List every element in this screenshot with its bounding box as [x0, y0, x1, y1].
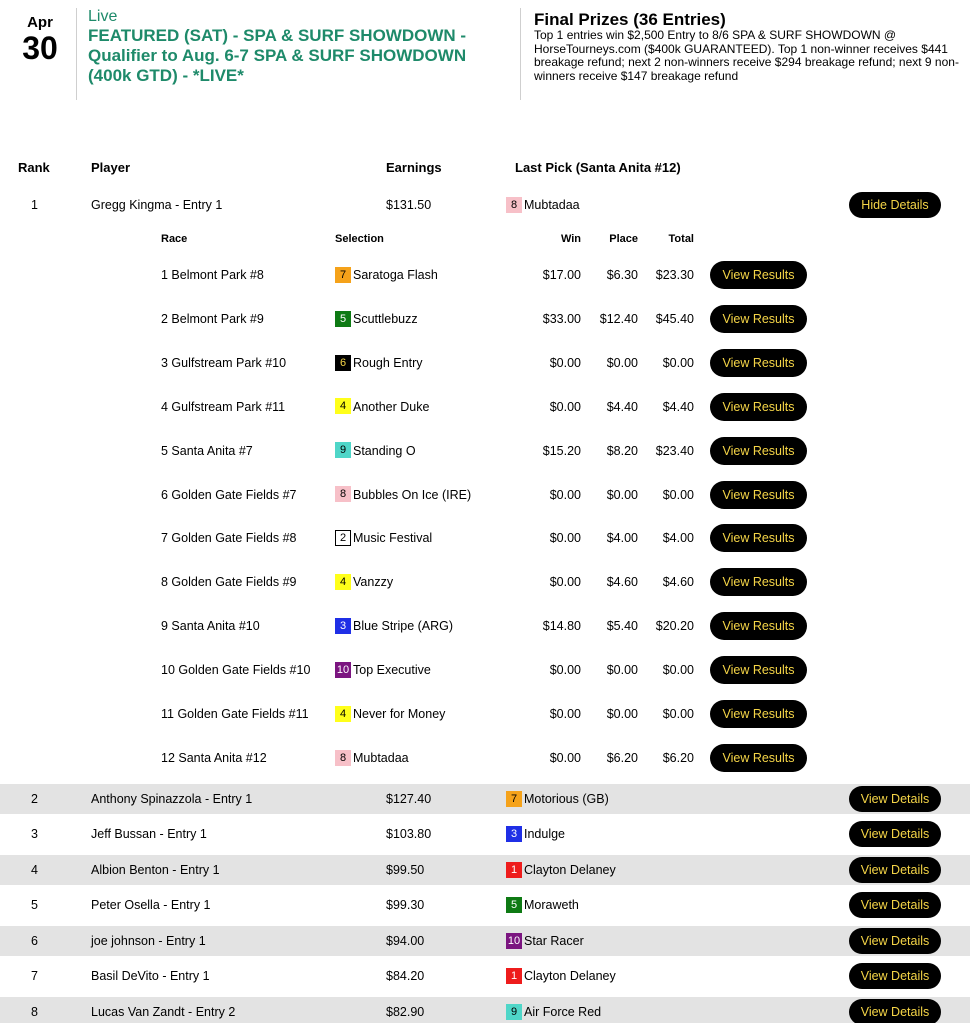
detail-row: [0, 692, 970, 736]
view-results-button[interactable]: View Results: [710, 744, 807, 772]
post-position-badge: 8: [335, 486, 351, 502]
last-pick: [506, 190, 580, 220]
rank: 2: [31, 792, 38, 806]
player-name: joe johnson - Entry 1: [91, 934, 206, 948]
rank: 4: [31, 863, 38, 877]
player-name: Peter Osella - Entry 1: [91, 898, 211, 912]
post-position-badge: 9: [335, 442, 351, 458]
player-name: Gregg Kingma - Entry 1: [91, 198, 223, 212]
total-payout: $0.00: [662, 487, 694, 502]
sub-header-place: Place: [609, 233, 638, 245]
win-payout: $0.00: [549, 355, 581, 370]
detail-row: [0, 385, 970, 429]
post-position-badge: 6: [335, 355, 351, 371]
column-header-player: Player: [91, 160, 131, 175]
horse-name: Scuttlebuzz: [353, 311, 418, 326]
view-details-button[interactable]: View Details: [849, 963, 941, 989]
view-details-button[interactable]: View Details: [849, 892, 941, 918]
sub-header-race: Race: [161, 233, 188, 245]
table-row: [0, 819, 970, 849]
earnings: $131.50: [386, 198, 432, 212]
total-payout: $45.40: [655, 311, 694, 326]
sub-header-selection: Selection: [335, 233, 384, 245]
last-pick: [506, 997, 601, 1023]
player-name: Albion Benton - Entry 1: [91, 863, 220, 877]
table-row: [0, 961, 970, 991]
column-header-rank: Rank: [18, 160, 50, 175]
horse-name: Music Festival: [353, 531, 433, 546]
detail-row: [0, 429, 970, 473]
race-name: 10 Golden Gate Fields #10: [161, 663, 311, 678]
selection: [335, 297, 418, 341]
selection: [335, 560, 393, 604]
selection: [335, 429, 416, 473]
last-pick: [506, 784, 609, 814]
total-payout: $23.30: [655, 268, 694, 282]
sub-header-total: Total: [668, 233, 694, 245]
race-name: 4 Gulfstream Park #11: [161, 399, 286, 414]
date-month: Apr: [27, 14, 53, 31]
rank: 6: [31, 934, 38, 948]
prizes-description: Top 1 entries win $2,500 Entry to 8/6 SPA & SURF SHOWDOWN @ HorseTourneys.com ($400k GUARANTEED). Top 1 non-winner receives $441 breakage refund; next 2 non-winners receive $294 breakage refund; next 9 non-winners receive $147 breakage refund: [534, 28, 959, 83]
view-results-button[interactable]: View Results: [710, 305, 807, 333]
total-payout: $23.40: [655, 443, 694, 458]
horse-name: Top Executive: [353, 663, 431, 678]
selection: [335, 648, 431, 692]
post-position-badge: 1: [506, 862, 522, 878]
selection: [335, 473, 471, 517]
tournament-title: FEATURED (SAT) - SPA & SURF SHOWDOWN - Qualifier to Aug. 6-7 SPA & SURF SHOWDOWN (400k GTD) - *LIVE*: [88, 26, 467, 85]
race-name: 8 Golden Gate Fields #9: [161, 575, 297, 590]
horse-name: Never for Money: [353, 707, 446, 721]
post-position-badge: 10: [507, 934, 521, 947]
place-payout: $0.00: [606, 487, 638, 502]
selection: [335, 253, 438, 297]
divider: [520, 8, 521, 100]
race-name: 11 Golden Gate Fields #11: [161, 707, 309, 721]
table-row: [0, 890, 970, 920]
win-payout: $14.80: [542, 619, 581, 634]
place-payout: $0.00: [606, 663, 638, 678]
post-position-badge: 4: [335, 706, 351, 722]
post-position-badge: 4: [335, 398, 351, 414]
view-results-button[interactable]: View Results: [710, 568, 807, 596]
horse-name: Clayton Delaney: [524, 969, 616, 983]
view-results-button[interactable]: View Results: [710, 437, 807, 465]
place-payout: $4.60: [606, 575, 638, 590]
win-payout: $33.00: [542, 311, 581, 326]
table-row: [0, 997, 970, 1023]
race-name: 3 Gulfstream Park #10: [161, 355, 287, 370]
place-payout: $12.40: [599, 311, 638, 326]
player-name: Basil DeVito - Entry 1: [91, 969, 210, 983]
earnings: $94.00: [386, 934, 425, 948]
place-payout: $4.00: [606, 531, 638, 546]
post-position-badge: 8: [506, 197, 522, 213]
earnings: $99.30: [386, 898, 425, 912]
rank: 1: [31, 198, 38, 212]
last-pick: [506, 890, 579, 920]
race-name: 2 Belmont Park #9: [161, 311, 264, 326]
column-header-last-pick: Last Pick (Santa Anita #12): [515, 160, 681, 175]
post-position-badge: 1: [506, 968, 522, 984]
horse-name: Mubtadaa: [524, 198, 580, 212]
detail-row: [0, 516, 970, 560]
view-results-button[interactable]: View Results: [710, 349, 807, 377]
total-payout: $20.20: [655, 619, 694, 634]
selection: [335, 692, 445, 736]
view-results-button[interactable]: View Results: [710, 524, 807, 552]
post-position-badge: 3: [335, 618, 351, 634]
horse-name: Saratoga Flash: [353, 268, 438, 282]
table-row: [0, 784, 970, 814]
total-payout: $4.00: [662, 531, 694, 546]
detail-row: [0, 560, 970, 604]
total-payout: $0.00: [662, 355, 694, 370]
view-details-button[interactable]: View Details: [849, 857, 941, 883]
prizes-title: Final Prizes (36 Entries): [534, 10, 726, 29]
race-name: 5 Santa Anita #7: [161, 443, 253, 458]
post-position-badge: 4: [335, 574, 351, 590]
place-payout: $0.00: [606, 355, 638, 370]
detail-row: [0, 473, 970, 517]
horse-name: Clayton Delaney: [524, 863, 616, 877]
horse-name: Star Racer: [524, 934, 584, 948]
rank: 3: [31, 827, 38, 841]
selection: [335, 736, 409, 780]
selection: [335, 604, 453, 648]
column-header-earnings: Earnings: [386, 160, 442, 175]
detail-row: [0, 297, 970, 341]
win-payout: $15.20: [542, 443, 581, 458]
view-results-button[interactable]: View Results: [710, 612, 807, 640]
earnings: $103.80: [386, 827, 432, 841]
place-payout: $8.20: [606, 443, 638, 458]
place-payout: $6.20: [606, 750, 638, 765]
selection: [335, 385, 429, 429]
place-payout: $0.00: [606, 707, 638, 721]
post-position-badge: 10: [336, 663, 350, 676]
player-name: Lucas Van Zandt - Entry 2: [91, 1005, 236, 1019]
place-payout: $6.30: [606, 268, 638, 282]
horse-name: Bubbles On Ice (IRE): [353, 487, 472, 502]
last-pick: [506, 855, 616, 885]
win-payout: $0.00: [549, 399, 581, 414]
earnings: $127.40: [386, 792, 432, 806]
player-name: Anthony Spinazzola - Entry 1: [91, 792, 253, 806]
post-position-badge: 7: [506, 791, 522, 807]
divider: [76, 8, 77, 100]
earnings: $99.50: [386, 863, 425, 877]
win-payout: $0.00: [549, 575, 581, 590]
win-payout: $0.00: [549, 707, 581, 721]
date-day: 30: [22, 30, 58, 66]
live-status: Live: [88, 8, 118, 25]
detail-row: [0, 604, 970, 648]
horse-name: Moraweth: [524, 898, 579, 912]
horse-name: Another Duke: [353, 399, 430, 414]
post-position-badge: 5: [506, 897, 522, 913]
horse-name: Blue Stripe (ARG): [353, 619, 454, 634]
detail-row: [0, 648, 970, 692]
place-payout: $4.40: [606, 399, 638, 414]
detail-row: [0, 341, 970, 385]
post-position-badge: 3: [506, 826, 522, 842]
view-results-button[interactable]: View Results: [710, 700, 807, 728]
last-pick: [506, 819, 565, 849]
race-name: 6 Golden Gate Fields #7: [161, 487, 297, 502]
race-name: 7 Golden Gate Fields #8: [161, 531, 297, 546]
detail-row: [0, 253, 970, 297]
view-results-button[interactable]: View Results: [710, 481, 807, 509]
total-payout: $6.20: [662, 750, 694, 765]
table-row: [0, 926, 970, 956]
hide-details-button[interactable]: Hide Details: [849, 192, 941, 218]
total-payout: $0.00: [662, 707, 694, 721]
rank: 8: [31, 1005, 38, 1019]
horse-name: Mubtadaa: [353, 750, 409, 765]
rank: 5: [31, 898, 38, 912]
horse-name: Rough Entry: [353, 355, 423, 370]
detail-row: [0, 736, 970, 780]
last-pick: [506, 961, 616, 991]
view-results-button[interactable]: View Results: [710, 261, 807, 289]
player-name: Jeff Bussan - Entry 1: [91, 827, 207, 841]
table-row: [0, 190, 970, 220]
date-block: [10, 14, 70, 64]
earnings: $84.20: [386, 969, 425, 983]
sub-header-win: Win: [560, 233, 581, 245]
win-payout: $0.00: [549, 531, 581, 546]
post-position-badge: 5: [335, 311, 351, 327]
total-payout: $0.00: [662, 663, 694, 678]
post-position-badge: 9: [506, 1004, 522, 1020]
horse-name: Vanzzy: [353, 575, 394, 590]
race-name: 9 Santa Anita #10: [161, 619, 260, 634]
horse-name: Motorious (GB): [524, 792, 609, 806]
win-payout: $0.00: [549, 663, 581, 678]
race-name: 12 Santa Anita #12: [161, 750, 267, 765]
post-position-badge: 2: [335, 530, 351, 546]
win-payout: $0.00: [549, 750, 581, 765]
view-details-button[interactable]: View Details: [849, 928, 941, 954]
table-row: [0, 855, 970, 885]
total-payout: $4.40: [662, 399, 694, 414]
selection: [335, 341, 422, 385]
view-details-button[interactable]: View Details: [849, 999, 941, 1023]
horse-name: Indulge: [524, 827, 566, 841]
rank: 7: [31, 969, 38, 983]
earnings: $82.90: [386, 1005, 425, 1019]
race-name: 1 Belmont Park #8: [161, 268, 264, 282]
win-payout: $17.00: [542, 268, 581, 282]
tournament-header: [0, 0, 970, 110]
selection: [335, 516, 432, 560]
post-position-badge: 7: [335, 267, 351, 283]
post-position-badge: 8: [335, 750, 351, 766]
horse-name: Standing O: [353, 443, 416, 458]
last-pick: [506, 926, 584, 956]
horse-name: Air Force Red: [524, 1005, 602, 1019]
place-payout: $5.40: [606, 619, 638, 634]
view-results-button[interactable]: View Results: [710, 393, 807, 421]
view-details-button[interactable]: View Details: [849, 786, 941, 812]
win-payout: $0.00: [549, 487, 581, 502]
total-payout: $4.60: [662, 575, 694, 590]
view-results-button[interactable]: View Results: [710, 656, 807, 684]
view-details-button[interactable]: View Details: [849, 821, 941, 847]
